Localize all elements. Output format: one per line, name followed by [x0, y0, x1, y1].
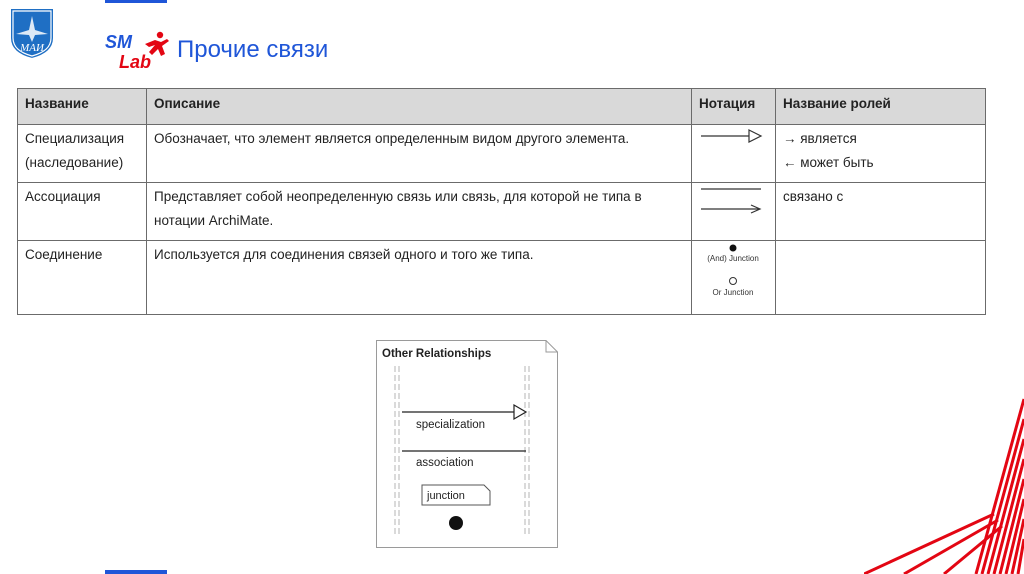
and-junction-label: (And) Junction [707, 254, 759, 263]
table-row [18, 125, 986, 183]
specialization-arrow-icon [699, 127, 763, 147]
column-header: Описание [147, 89, 692, 125]
roles-cell [776, 125, 986, 183]
and-junction-icon [730, 245, 737, 252]
roles-cell [776, 241, 986, 315]
smlab-logo [105, 30, 171, 72]
table-row [18, 241, 986, 315]
relation-description: Обозначает, что элемент является определенным видом другого элемента. [147, 125, 692, 183]
relation-name: Соединение [18, 241, 147, 315]
column-header: Нотация [692, 89, 776, 125]
specialization-label: specialization [416, 419, 486, 431]
association-label: association [416, 457, 474, 469]
page-title: Прочие связи [177, 36, 329, 63]
bottom-accent-rule [105, 570, 167, 574]
top-accent-rule [105, 0, 167, 3]
junction-dot-icon [449, 516, 463, 530]
svg-text:Lab: Lab [119, 52, 152, 72]
or-junction-icon [730, 278, 737, 285]
column-header: Название ролей [776, 89, 986, 125]
notation-cell [692, 241, 776, 315]
notation-cell [692, 125, 776, 183]
or-junction-label: Or Junction [712, 288, 754, 297]
table-header-row [18, 89, 986, 125]
association-line-icon [699, 185, 763, 219]
svg-text:SM: SM [105, 32, 132, 52]
relation-name: Ассоциация [18, 183, 147, 241]
other-relationships-palette [376, 340, 558, 548]
table-row [18, 183, 986, 241]
junction-label: junction [427, 490, 465, 502]
role-label: ← может быть [783, 155, 874, 170]
relationships-table [17, 88, 986, 315]
svg-text:МАИ: МАИ [20, 42, 44, 54]
relation-description: Представляет собой неопределенную связь или связь, для которой не типа в нотации ArchiMate. [147, 183, 692, 241]
notation-cell [692, 183, 776, 241]
junction-notation [699, 243, 769, 309]
role-label: → является [783, 131, 857, 146]
mai-logo [4, 4, 60, 60]
roles-cell [776, 183, 986, 241]
decorative-stripes [864, 364, 1024, 574]
role-label: связано с [783, 189, 844, 204]
palette-title: Other Relationships [382, 348, 492, 360]
column-header: Название [18, 89, 147, 125]
relation-description: Используется для соединения связей одного и того же типа. [147, 241, 692, 315]
relation-name: Специализация (наследование) [18, 125, 147, 183]
